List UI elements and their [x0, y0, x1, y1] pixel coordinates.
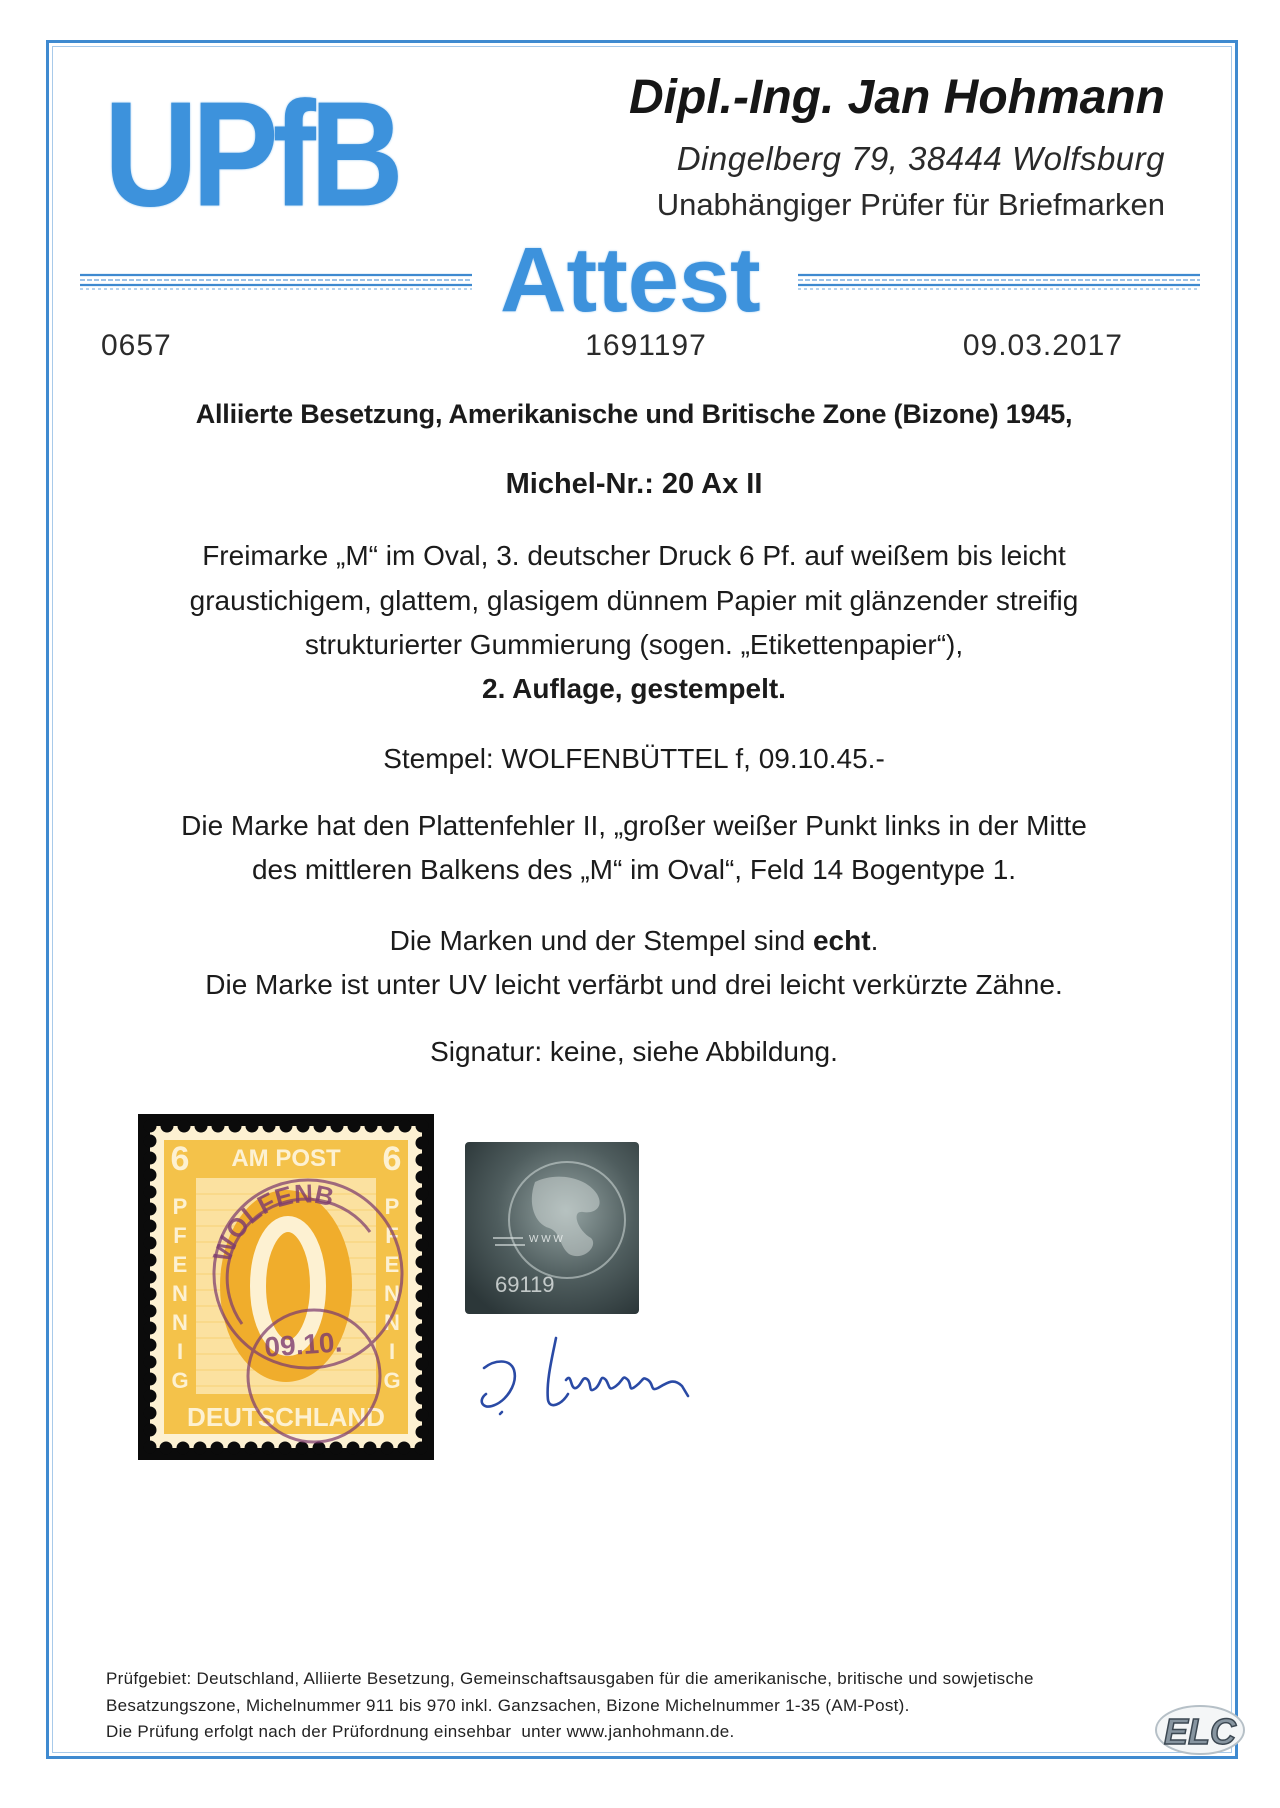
signature-note: Signatur: keine, siehe Abbildung. [430, 1036, 838, 1067]
description-line: Freimarke „M“ im Oval, 3. deutscher Druck 6 Pf. auf weißem bis leicht [202, 540, 1066, 571]
stamp-side-text-left: PFENNIG [167, 1194, 193, 1397]
document-title: Attest [500, 229, 761, 331]
examiner-signature [476, 1330, 716, 1422]
certificate-date: 09.03.2017 [962, 329, 1123, 362]
seal-lettering: ELC [1164, 1711, 1236, 1752]
condition-line: Die Marke ist unter UV leicht verfärbt und drei leicht verkürzte Zähne. [205, 969, 1063, 1000]
footer-line: Besatzungszone, Michelnummer 911 bis 970 inkl. Ganzsachen, Bizone Michelnummer 1-35 (AM-Post). [106, 1696, 910, 1715]
stamp-value-right: 6 [382, 1140, 402, 1178]
issue-heading: Alliierte Besetzung, Amerikanische und Britische Zone (Bizone) 1945, [195, 399, 1073, 429]
postmark-date: 09.10. [263, 1326, 344, 1363]
hologram-text: W W W [529, 1234, 563, 1245]
postmark-arc-textpath: WOLFENB [206, 1178, 337, 1266]
description-line: graustichigem, glattem, glasigem dünnem Papier mit glänzender streifig [189, 585, 1079, 616]
authenticity-line [34, 927, 1234, 955]
certificate-number: 1691197 [585, 329, 707, 362]
footer-line: Die Prüfung erfolgt nach der Prüfordnung einsehbar unter www.janhohmann.de. [106, 1722, 735, 1741]
title-rule-left [80, 272, 472, 292]
edition-line: 2. Auflage, gestempelt. [482, 673, 786, 704]
elc-seal-logo [1150, 1700, 1246, 1758]
title-rule-right [798, 272, 1200, 292]
stamp-value-left: 6 [170, 1140, 190, 1178]
upfb-logo: UPfB [104, 69, 398, 238]
examiner-role: Unabhängiger Prüfer für Briefmarken [656, 187, 1165, 222]
postmark-line: Stempel: WOLFENBÜTTEL f, 09.10.45.- [383, 743, 885, 774]
authenticity-suffix: . [870, 925, 879, 956]
examiner-address: Dingelberg 79, 38444 Wolfsburg [676, 140, 1165, 177]
plate-flaw-line: Die Marke hat den Plattenfehler II, „großer weißer Punkt links in der Mitte [181, 810, 1087, 841]
plate-flaw-line: des mittleren Balkens des „M“ im Oval“, Feld 14 Bogentype 1. [251, 854, 1017, 885]
examiner-name: Dipl.-Ing. Jan Hohmann [629, 71, 1165, 124]
stamp-image [138, 1114, 434, 1460]
catalog-number: Michel-Nr.: 20 Ax II [505, 468, 763, 500]
stamp-side-text-right: PFENNIG [379, 1194, 405, 1397]
footer-line: Prüfgebiet: Deutschland, Alliierte Besetzung, Gemeinschaftsausgaben für die amerikanische, britische und sowjetische [106, 1669, 1034, 1688]
description-line: strukturierter Gummierung (sogen. „Etikettenpapier“), [304, 629, 964, 660]
hologram-number: 69119 [495, 1272, 555, 1297]
stamp-top-text: AM POST [231, 1145, 341, 1172]
security-hologram [465, 1142, 639, 1314]
authenticity-prefix: Die Marken und der Stempel sind [389, 925, 813, 956]
reference-number: 0657 [101, 329, 172, 362]
authenticity-verdict: echt [812, 925, 871, 956]
stamp-bottom-text: DEUTSCHLAND [187, 1402, 385, 1432]
